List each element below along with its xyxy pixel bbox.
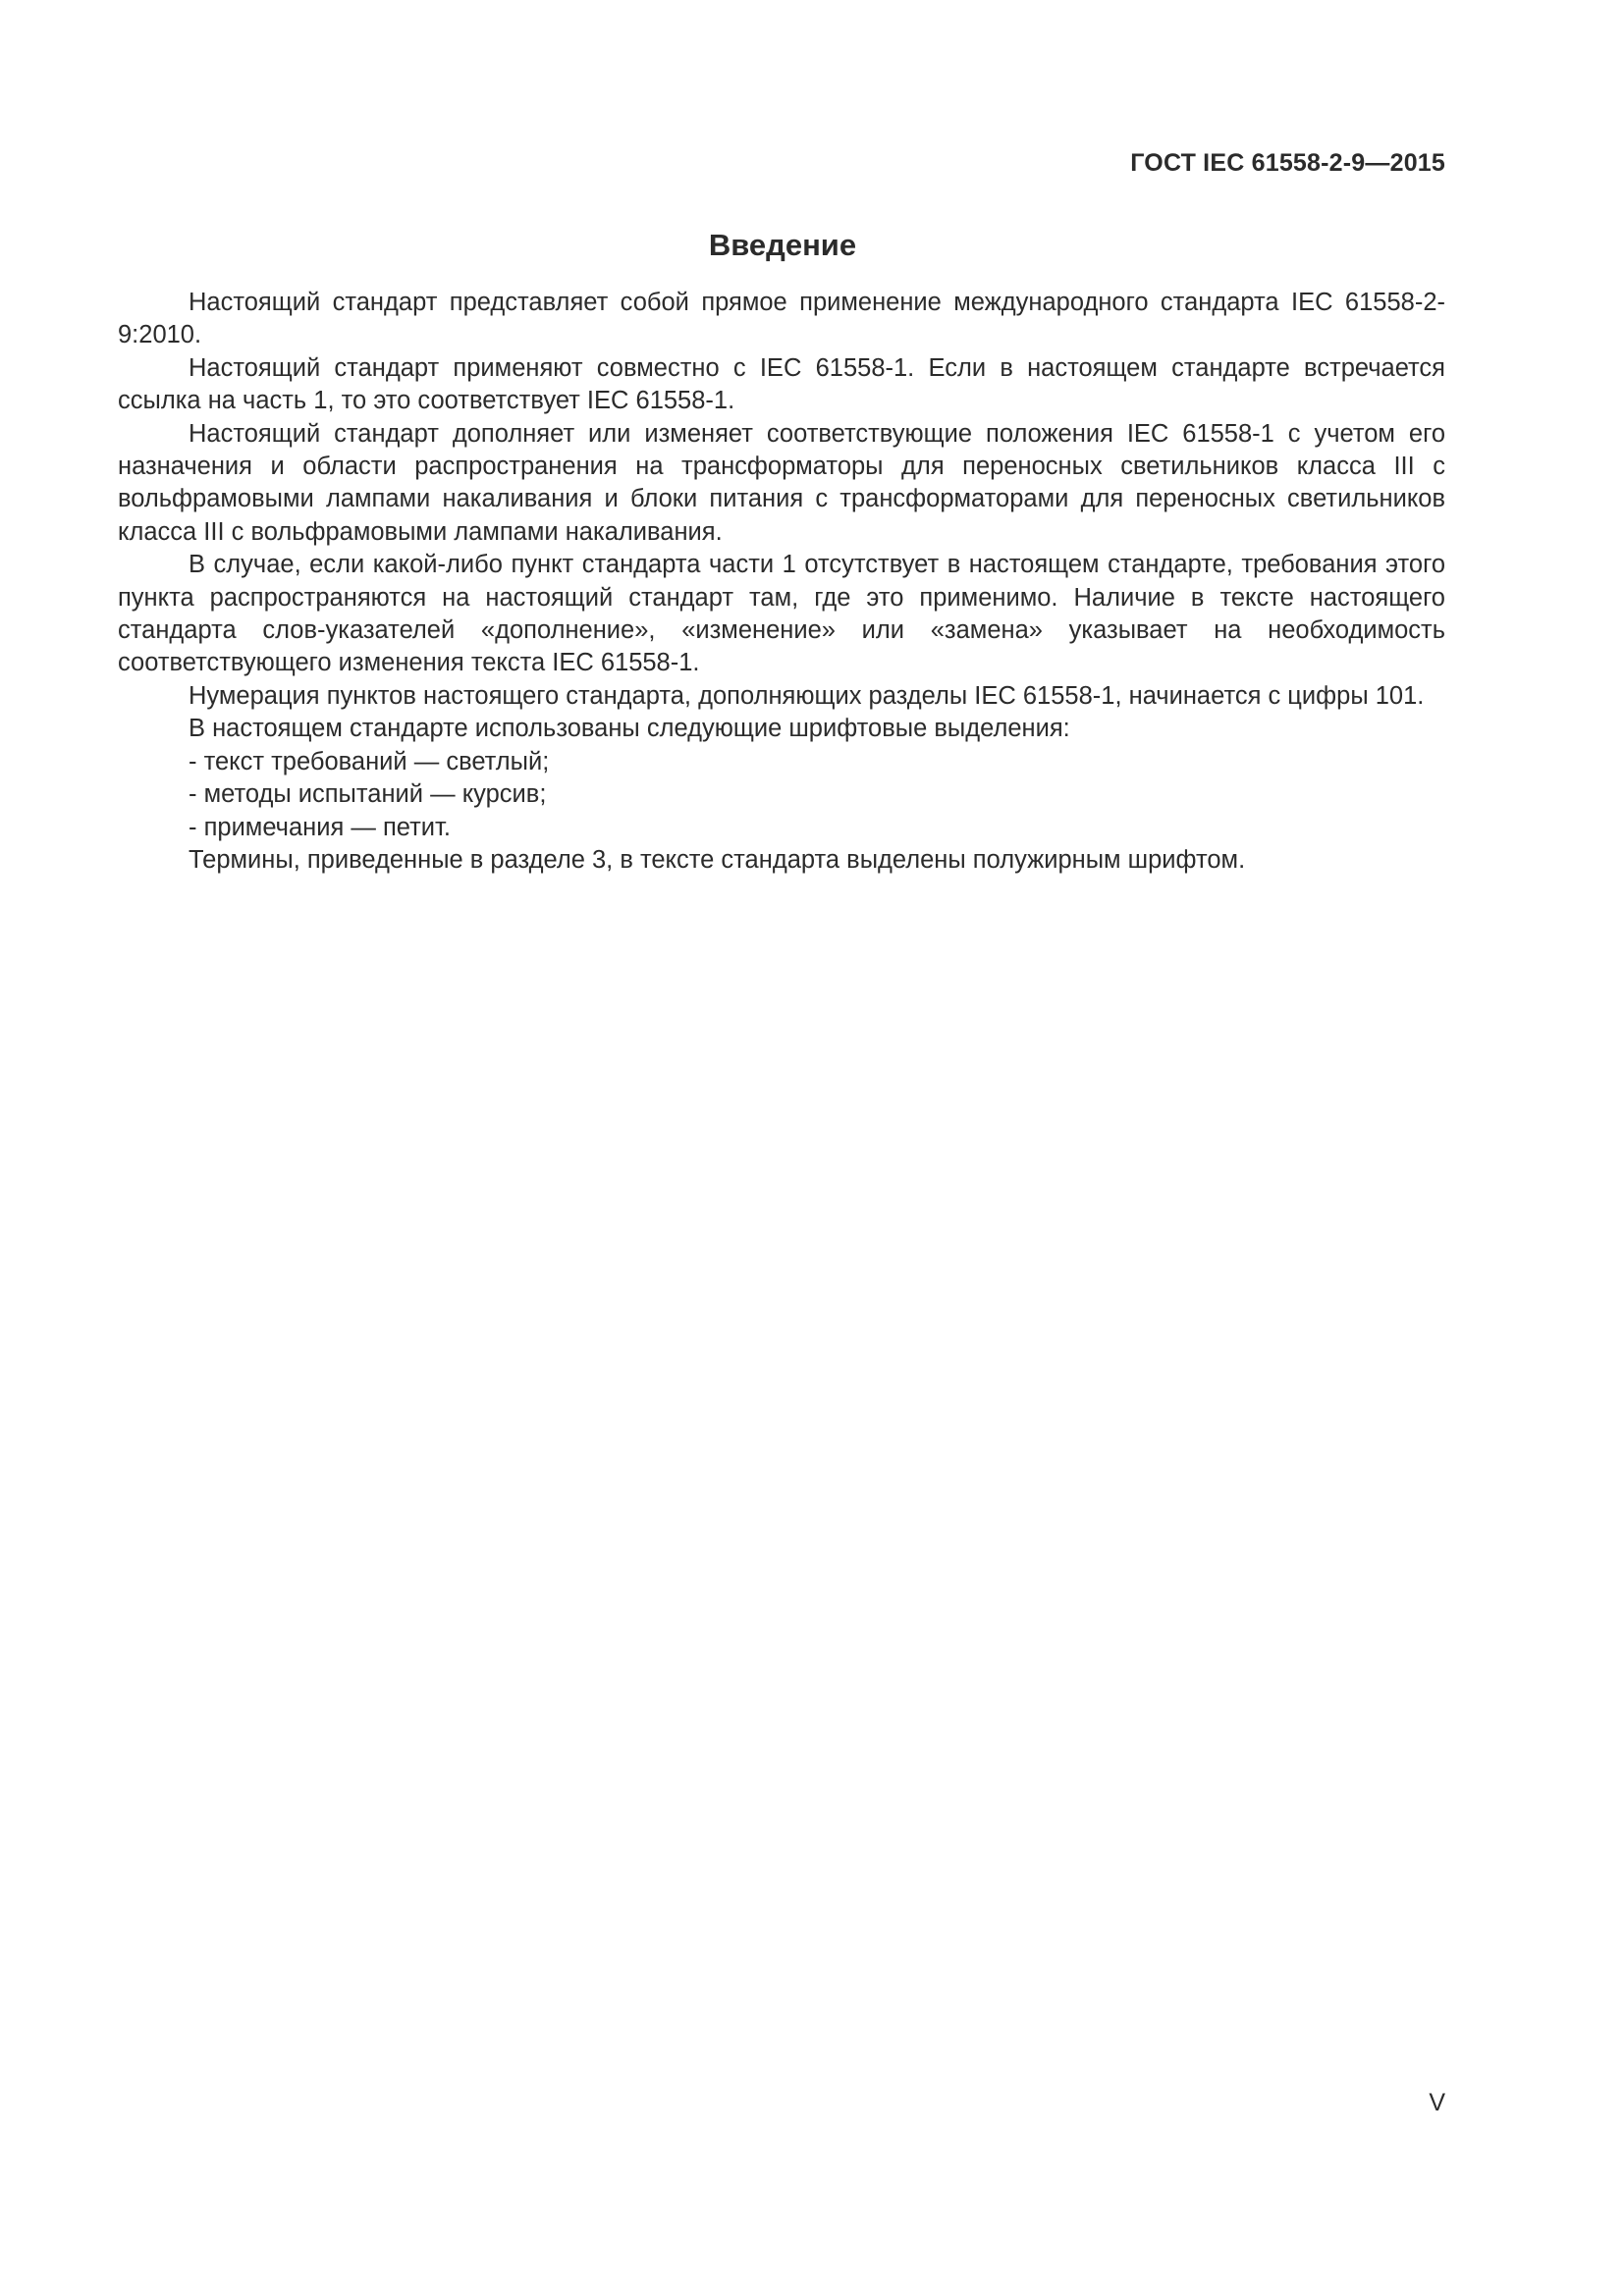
list-item: - методы испытаний — курсив; bbox=[189, 780, 547, 809]
document-body bbox=[118, 287, 1445, 877]
section-title: Введение bbox=[708, 228, 857, 262]
paragraph: Настоящий стандарт дополняет или изменяет соответствующие положения IEC 61558-1 с учетом его назначения и области распространения на трансформаторы для переносных светильников класса III с вольфрамовыми лампами накаливания и блоки питания с трансформаторами для переносных светильников класса III с вольфрамовыми лампами накаливания. bbox=[118, 419, 1445, 546]
paragraph: В настоящем стандарте использованы следующие шрифтовые выделения: bbox=[189, 715, 1070, 743]
paragraph: Настоящий стандарт применяют совместно с IEC 61558-1. Если в настоящем стандарте встречается ссылка на часть 1, то это соответствует IEC 61558-1. bbox=[118, 353, 1445, 415]
paragraph: В случае, если какой-либо пункт стандарта части 1 отсутствует в настоящем стандарте, требования этого пункта распространяются на настоящий стандарт там, где это применимо. Наличие в тексте настоящего стандарта слов-указателей «дополнение», «изменение» или «замена» указывает на необходимость соответствующего изменения текста IEC 61558-1. bbox=[118, 551, 1445, 677]
paragraph: Нумерация пунктов настоящего стандарта, дополняющих разделы IEC 61558-1, начинается с цифры 101. bbox=[189, 681, 1425, 710]
page-number: V bbox=[1429, 2089, 1445, 2116]
closing-paragraph: Термины, приведенные в разделе 3, в тексте стандарта выделены полужирным шрифтом. bbox=[189, 845, 1246, 874]
list-item: - примечания — петит. bbox=[189, 813, 451, 841]
document-code: ГОСТ IEC 61558-2-9—2015 bbox=[1130, 149, 1445, 177]
list-item: - текст требований — светлый; bbox=[189, 747, 550, 775]
paragraph: Настоящий стандарт представляет собой прямое применение международного стандарта IEC 61558-2-9:2010. bbox=[118, 289, 1445, 349]
